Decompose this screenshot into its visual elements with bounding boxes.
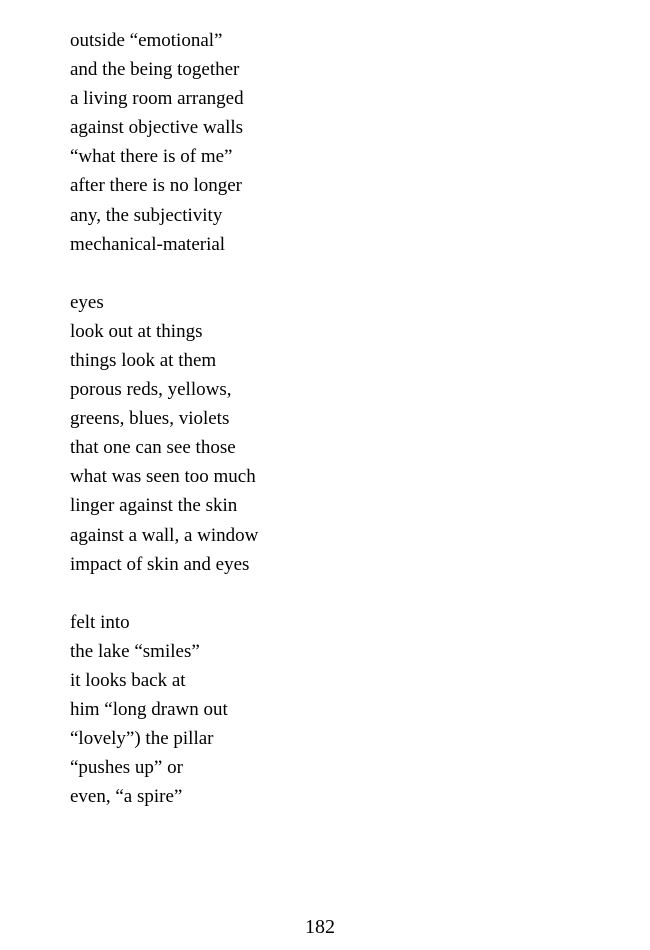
stanza-2 [70, 288, 590, 579]
poem-line: porous reds, yellows, [70, 379, 232, 401]
poem-line: things look at them [70, 349, 217, 371]
page-number: 182 [305, 916, 335, 938]
poem-line: a living room arranged [70, 88, 244, 110]
poem-line: outside “emotional” [70, 30, 223, 51]
poem-line: against objective walls [70, 117, 244, 139]
poem-line: after there is no longer [70, 175, 242, 197]
poem-line: “pushes up” or [70, 757, 183, 779]
poem-line: it looks back at [70, 669, 186, 691]
poem-line: mechanical-material [70, 233, 226, 255]
poem-line: that one can see those [70, 437, 236, 459]
poem-line: eyes [70, 291, 104, 313]
poem-line: against a wall, a window [70, 524, 259, 546]
poem-line: even, “a spire” [70, 786, 183, 808]
poem-line: look out at things [70, 320, 203, 342]
poem-line: any, the subjectivity [70, 204, 223, 226]
stanza-3 [70, 608, 590, 812]
poem-line: “what there is of me” [70, 146, 233, 168]
poem-line: linger against the skin [70, 495, 238, 517]
poem-line: felt into [70, 611, 130, 633]
poem-line: impact of skin and eyes [70, 553, 250, 575]
poem-line: “lovely”) the pillar [70, 728, 214, 750]
poem-line: him “long drawn out [70, 698, 228, 720]
poem-line: greens, blues, violets [70, 408, 230, 430]
poem-body [70, 26, 590, 840]
poem-line: what was seen too much [70, 466, 256, 488]
poem-line: and the being together [70, 59, 240, 81]
poem-line: the lake “smiles” [70, 640, 200, 662]
stanza-1 [70, 26, 590, 259]
